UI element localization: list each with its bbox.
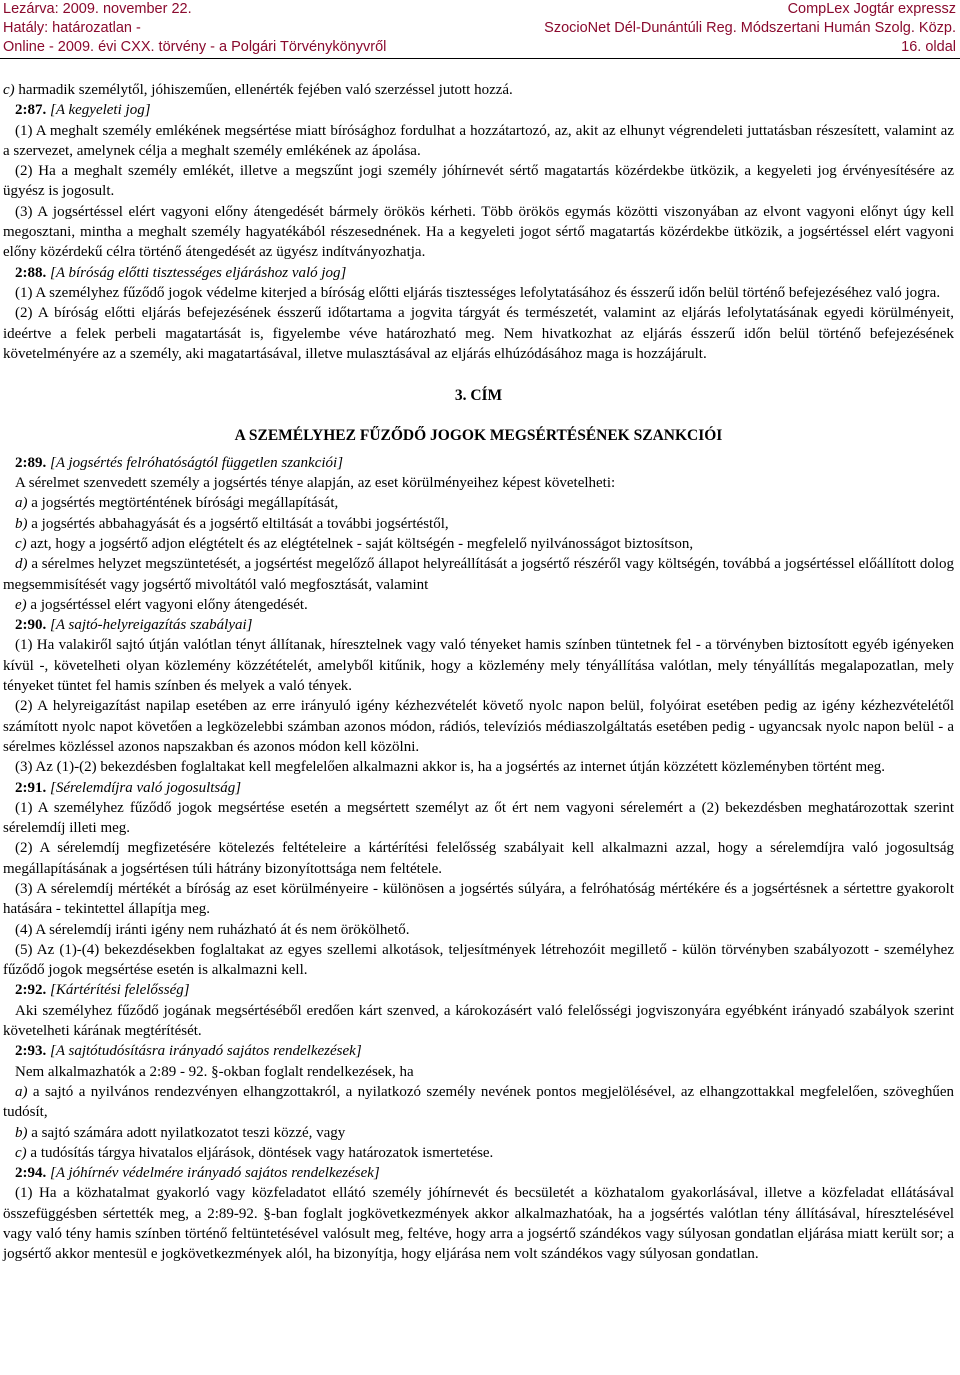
section-heading-2-91: 2:91. [Sérelemdíjra való jogosultság] <box>15 779 242 796</box>
paragraph: (1) Ha valakiről sajtó útján valótlan tényt állítanak, híresztelnek vagy való tényeket hamis színben tüntetnek fel - a törvényben biztosított egyéb igényeken kívül -, követelheti olyan közlemény közzétételét, amelyből kitűnik, hogy a közlemény mely tényállítása valótlan, mely tényállítás megalapozatlan, mely tényeket tüntet fel hamis színben és melyek a való tények. <box>3 637 954 695</box>
list-item: b) a sajtó számára adott nyilatkozatot teszi közzé, vagy <box>15 1124 346 1141</box>
section-heading-2-87: 2:87. [A kegyeleti jog] <box>15 102 151 119</box>
paragraph: (2) A bíróság előtti eljárás befejezésének ésszerű időtartama a jogvita tárgyát és természetét, valamint az eljárás lefolytatásának egyedi körülményeit, ideértve a felek perbeli magatartását is, figyelembe véve határozható meg. Nem hivatkozhat az eljárás ésszerű időn belül történő befejezésének követelményére az a személy, aki magatartásával, illetve mulasztásával az eljárás elhúzódásához maga is hozzájárult. <box>3 305 954 362</box>
section-heading-2-89: 2:89. [A jogsértés felróhatóságtól független szankciói] <box>15 454 344 471</box>
title-number: 3. CÍM <box>454 387 503 405</box>
list-item: d) a sérelmes helyzet megszüntetését, a jogsértést megelőző állapot helyreállítását a jogsértő részéről vagy költségén, továbbá a jogsértéssel előállított dolog megsemmisítését vagy jogsértő mivoltától való megfosztását, valamint <box>3 556 954 593</box>
header-organization: SzocioNet Dél-Dunántúli Reg. Módszertani Humán Szolg. Közp. <box>544 20 956 36</box>
list-item: a) a jogsértés megtörténtének bírósági megállapítását, <box>15 495 339 512</box>
paragraph: Nem alkalmazhatók a 2:89 - 92. §-okban foglalt rendelkezések, ha <box>15 1063 414 1080</box>
paragraph: (5) Az (1)-(4) bekezdésekben foglaltakat az egyes szellemi alkotások, teljesítmények létrehozóit megillető - külön törvényben szabályozott - személyhez fűződő jogok megsértése esetén is alkalmazni kell. <box>3 941 954 979</box>
paragraph: Aki személyhez fűződő jogának megsértéséből eredően kárt szenved, a károkozásért való felelősségi jogviszonyára egyébként irányadó szabályok szerint követelheti kárának megtérítését. <box>3 1002 954 1040</box>
list-item: a) a sajtó a nyilvános rendezvényen elhangzottakról, a nyilatkozó személy nevének pontos megjelölésével, az elhangzottakkal megfelelően, szöveghűen tudósít, <box>3 1083 954 1121</box>
header-validity: Hatály: határozatlan - <box>3 20 141 36</box>
item-c: c) harmadik személytől, jóhiszeműen, ellenérték fejében való szerzéssel jutott hozzá. <box>3 82 513 98</box>
paragraph: (1) Ha a közhatalmat gyakorló vagy közfeladatot ellátó személy jóhírnevét és becsületét a közhatalom gyakorlásával, illetve a közfeladat ellátásával összefüggésben sértették meg, a 2:89-92. §-ban foglalt jogkövetkezmények akkor alkalmazhatóak, ha a jogsértés valótlan tény állításával, híresztelésével vagy való tény hamis színben történő feltüntetésével valósult meg, feltéve, hogy arra a jogsértő szándékos vagy súlyosan gondatlan eljárása miatt került sor; a jogsértő akkor mentesül e jogkövetkezmények alól, ha bizonyítja, hogy eljárása nem volt szándékos vagy súlyosan gondatlan. <box>3 1185 954 1263</box>
list-item: e) a jogsértéssel elért vagyoni előny átengedését. <box>15 596 308 613</box>
paragraph: (2) A helyreigazítást napilap esetében az erre irányuló igény kézhezvételét követő nyolc napon belül, folyóirat esetében pedig az igény kézhezvételétől számított nyolc napot követően a legközelebbi számban azonos módon, rádiós, televíziós médiaszolgáltatás esetében pedig - ugyancsak nyolc napon belül - a sérelmes közléssel azonos napszakban és azonos módon kell közölni. <box>3 698 954 755</box>
paragraph: (3) Az (1)-(2) bekezdésben foglaltakat kell megfelelően alkalmazni akkor is, ha a jogsértés az internet útján közzétett közleményben történt meg. <box>15 759 886 776</box>
paragraph: (2) A sérelemdíj megfizetésére kötelezés feltételeire a kártérítési felelősség szabályait kell alkalmazni azzal, hogy a sérelemdíjra való jogosultság megállapításának a jogsértésen túli hátrány bizonyítottsága nem feltétele. <box>3 840 954 877</box>
list-item: b) a jogsértés abbahagyását és a jogsértő eltiltását a további jogsértéstől, <box>15 515 449 532</box>
paragraph: (3) A jogsértéssel elért vagyoni előny átengedését bármely örökös kérheti. Több örökös egymás közötti viszonyában az elvont vagyoni előnyt úgy kell megosztani, mintha a meghalt személy hagyatékából részesednének. Ha a kegyeleti jogot sértő magatartás közérdekbe ütközik, a jogsértéssel elért vagyoni előny közérdekű célra történő átengedését az ügyész indítványozhatja. <box>3 203 954 261</box>
list-item: c) a tudósítás tárgya hivatalos eljárások, döntések vagy határozatok ismertetése. <box>15 1144 494 1161</box>
paragraph: (1) A személyhez fűződő jogok megsértése esetén a megsértett személyt az őt ért nem vagyoni sérelemért a (2) bekezdésben meghatározottak szerint sérelemdíj illeti meg. <box>3 799 954 837</box>
paragraph: (1) A személyhez fűződő jogok védelme kiterjed a bíróság előtti eljárás tisztességes lefolytatásához és ésszerű időn belül történő befejezéséhez való jogra. <box>15 284 941 301</box>
list-item: c) azt, hogy a jogsértő adjon elégtételt és az elégtételnek - saját költségén - megfelelő nyilvánosságot biztosítson, <box>15 535 694 552</box>
header-page-number: 16. oldal <box>901 39 956 55</box>
header-closed-date: Lezárva: 2009. november 22. <box>3 1 192 17</box>
header-law-title: Online - 2009. évi CXX. törvény - a Polgári Törvénykönyvről <box>3 39 387 55</box>
document-header <box>0 0 960 58</box>
section-heading-2-92: 2:92. [Kártérítési felelősség] <box>15 982 190 999</box>
section-heading-2-94: 2:94. [A jóhírnév védelmére irányadó sajátos rendelkezések] <box>15 1165 380 1182</box>
paragraph: (1) A meghalt személy emlékének megsértése miatt bírósághoz fordulhat a hozzátartozó, az, akit az elhunyt végrendeleti juttatásban részesített, valamint az a szervezet, amelynek célja a meghalt személy emlékének az ápolása. <box>3 122 954 159</box>
paragraph: A sérelmet szenvedett személy a jogsértés ténye alapján, az eset körülményeihez képest követelheti: <box>15 475 616 492</box>
document-body <box>3 80 954 1265</box>
header-divider <box>0 58 960 59</box>
title-text: A SZEMÉLYHEZ FŰZŐDŐ JOGOK MEGSÉRTÉSÉNEK SZANKCIÓI <box>234 427 723 445</box>
paragraph: (3) A sérelemdíj mértékét a bíróság az eset körülményeire - különösen a jogsértés súlyára, a felróhatóság mértékére és a jogsértésnek a sértettre gyakorolt hatására - tekintettel állapítja meg. <box>3 880 954 918</box>
section-heading-2-93: 2:93. [A sajtótudósításra irányadó sajátos rendelkezések] <box>15 1043 362 1060</box>
paragraph: (2) Ha a meghalt személy emlékét, illetve a megszűnt jogi személy jóhírnevét sértő magatartás közérdekbe ütközik, a kegyeleti jog érvényesítésére az ügyész is jogosult. <box>3 163 954 200</box>
section-heading-2-88: 2:88. [A bíróság előtti tisztességes eljáráshoz való jog] <box>15 264 347 281</box>
header-product: CompLex Jogtár expressz <box>787 1 956 17</box>
section-heading-2-90: 2:90. [A sajtó-helyreigazítás szabályai] <box>15 617 253 634</box>
paragraph: (4) A sérelemdíj iránti igény nem ruházható át és nem örökölhető. <box>15 921 410 938</box>
